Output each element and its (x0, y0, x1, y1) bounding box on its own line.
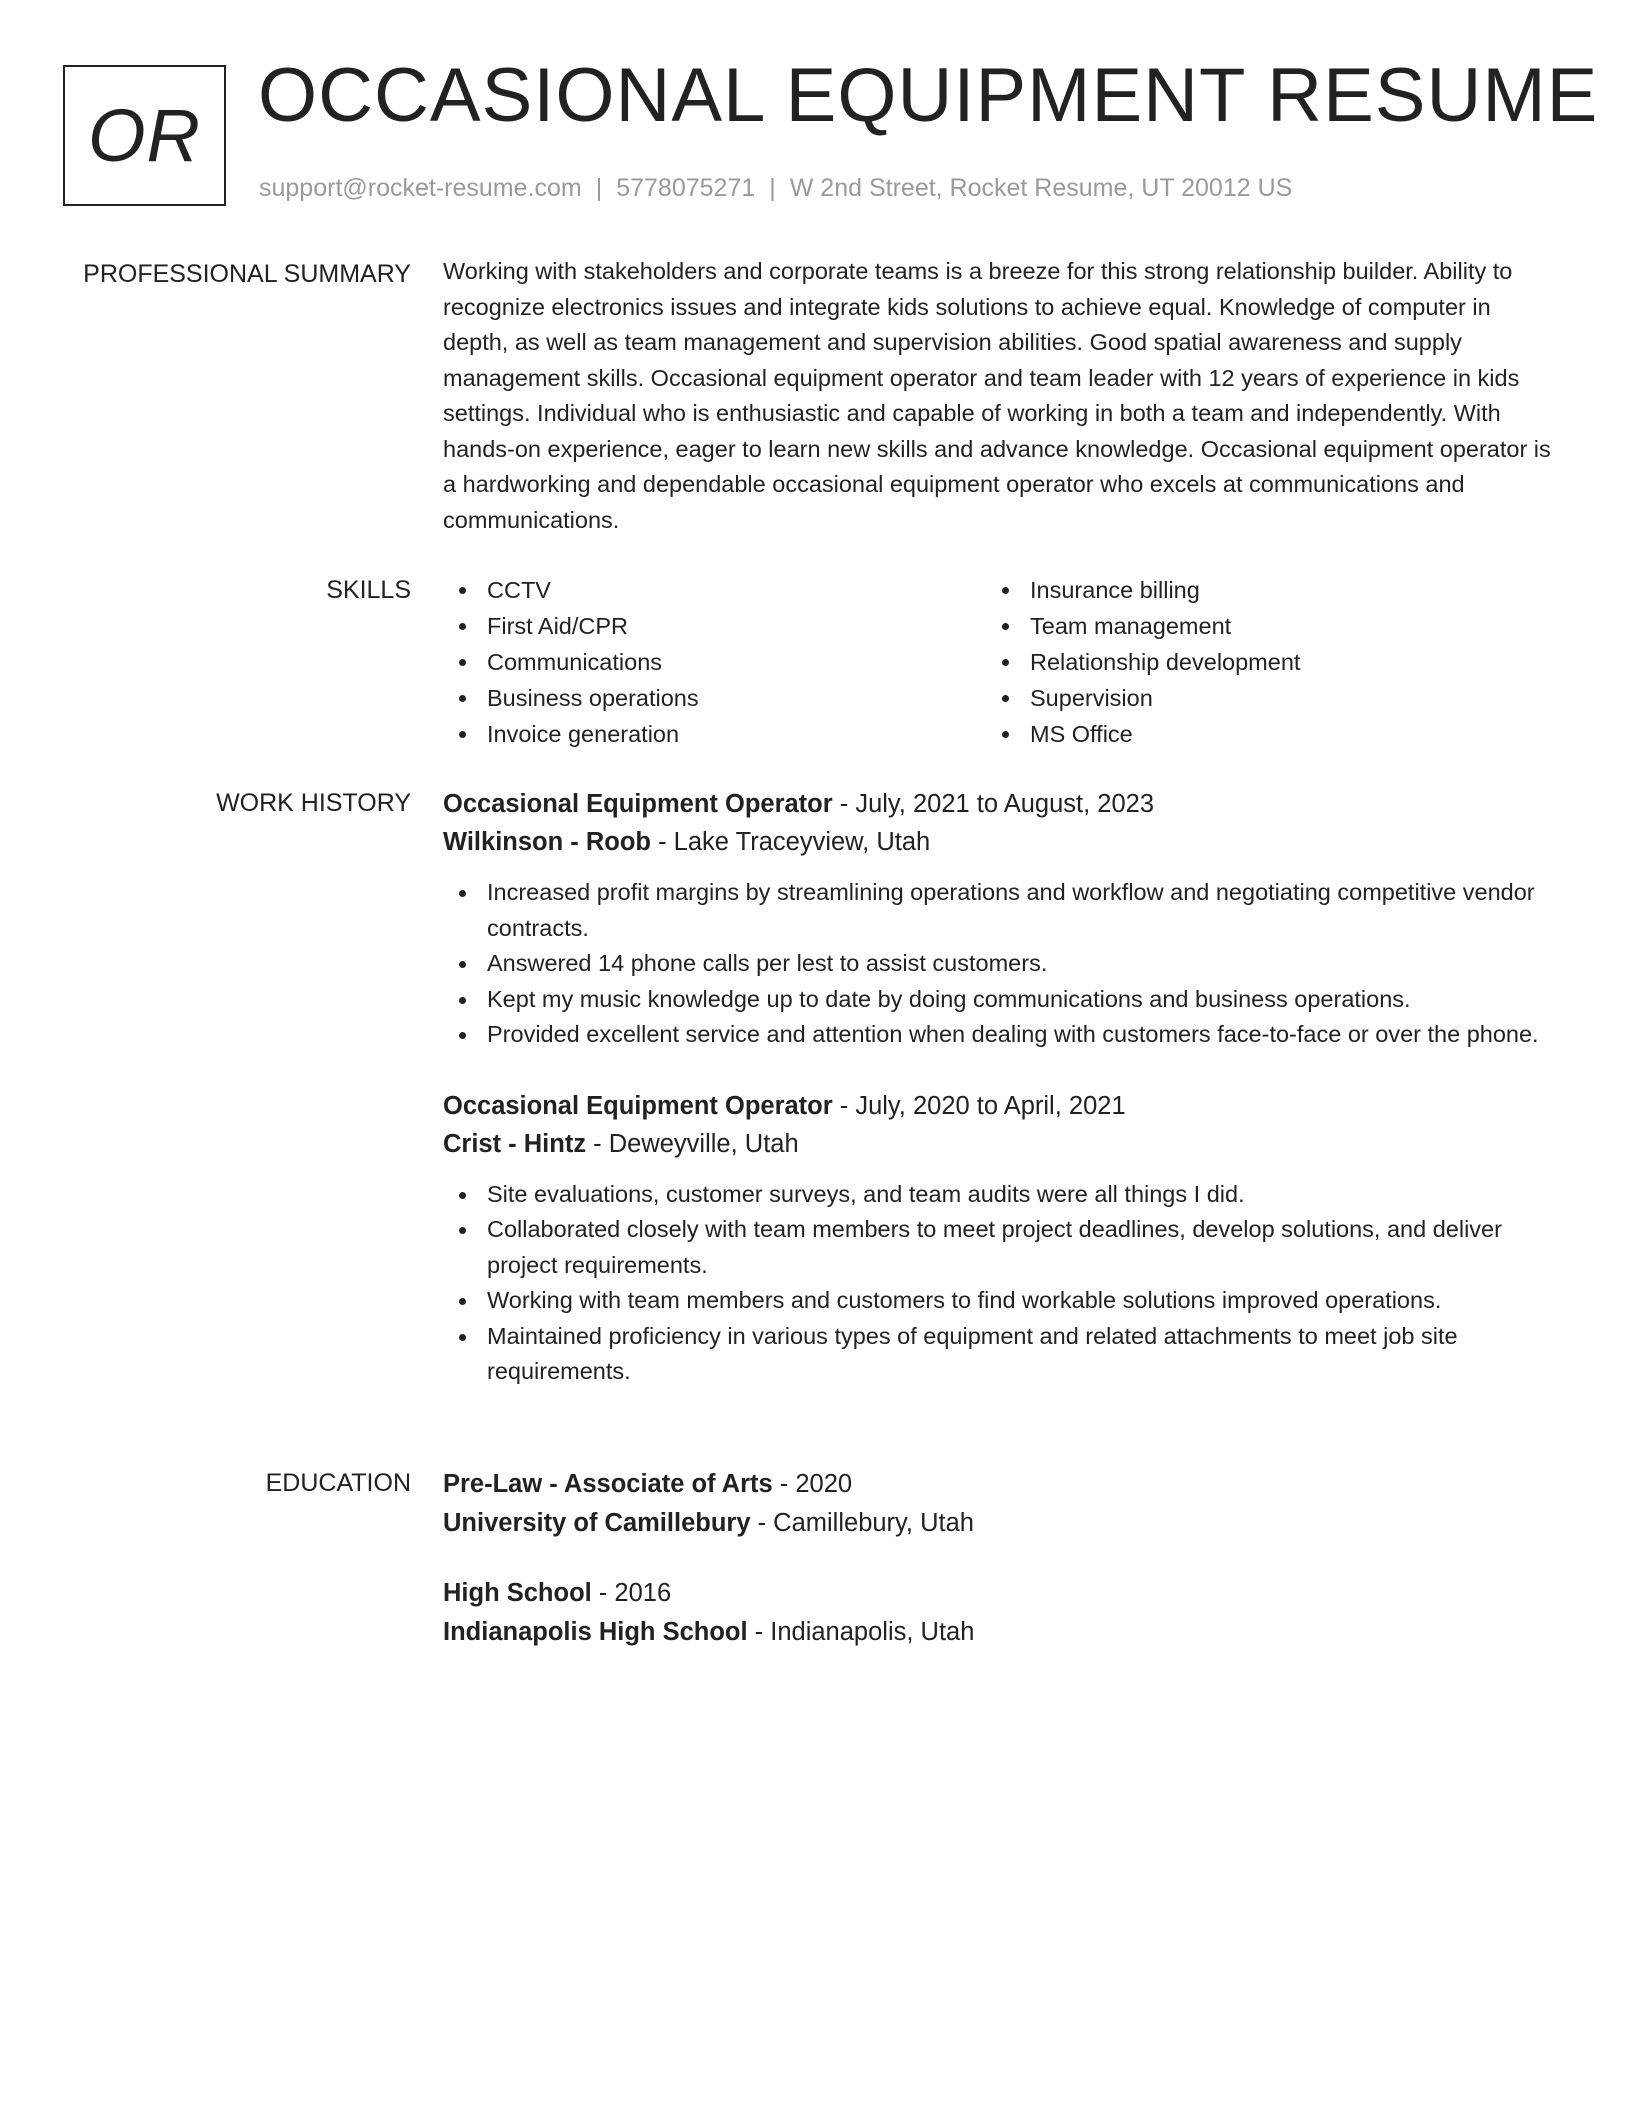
job-title: Occasional Equipment Operator (443, 790, 833, 818)
education-body (443, 1465, 1555, 1652)
education-entry (443, 1465, 1555, 1543)
contact-phone: 5778075271 (616, 174, 756, 202)
job-bullet: Collaborated closely with team members to meet project deadlines, develop solutions, and deliver project requirements. (487, 1212, 1555, 1283)
skills-list-right (987, 572, 1530, 752)
job-bullet: Kept my music knowledge up to date by doing communications and business operations. (487, 982, 1555, 1018)
job-location: - Deweyville, Utah (586, 1129, 799, 1158)
skill-item: Team management (1030, 608, 1530, 644)
skill-item: CCTV (487, 572, 987, 608)
education-school: Indianapolis High School (443, 1618, 748, 1646)
job-bullet: Working with team members and customers to find workable solutions improved operations. (487, 1283, 1555, 1319)
skill-item: First Aid/CPR (487, 608, 987, 644)
job-bullets (443, 1177, 1555, 1390)
job-title: Occasional Equipment Operator (443, 1091, 833, 1120)
skill-item: Supervision (1030, 680, 1530, 716)
contact-address: W 2nd Street, Rocket Resume, UT 20012 US (789, 174, 1293, 202)
skill-item: Business operations (487, 680, 987, 716)
job-company: Crist - Hintz (443, 1129, 587, 1158)
job-dates: - July, 2021 to August, 2023 (832, 790, 1154, 818)
education-degree-line (443, 1465, 1555, 1504)
work-history-label: WORK HISTORY (216, 789, 411, 817)
skill-item: Invoice generation (487, 716, 987, 752)
job-entry (443, 785, 1555, 1053)
job-bullet: Answered 14 phone calls per lest to assist customers. (487, 946, 1555, 982)
education-year: - 2020 (772, 1470, 853, 1498)
job-title-line (443, 785, 1555, 823)
monogram-box (63, 65, 226, 206)
skill-item: Insurance billing (1030, 572, 1530, 608)
job-title-line (443, 1087, 1555, 1125)
education-location: - Camillebury, Utah (750, 1509, 974, 1537)
contact-line (259, 174, 1292, 203)
summary-body (443, 254, 1555, 538)
job-company-line (443, 1125, 1555, 1163)
summary-label: PROFESSIONAL SUMMARY (83, 260, 411, 288)
job-bullet: Site evaluations, customer surveys, and team audits were all things I did. (487, 1177, 1555, 1213)
monogram-initials: OR (88, 94, 201, 177)
education-label: EDUCATION (265, 1469, 411, 1497)
education-school: University of Camillebury (443, 1509, 751, 1537)
contact-email: support@rocket-resume.com (259, 174, 582, 202)
education-year: - 2016 (591, 1579, 672, 1607)
contact-separator: | (769, 174, 776, 202)
education-degree: High School (443, 1579, 592, 1607)
job-company: Wilkinson - Roob (443, 828, 651, 856)
job-location: - Lake Traceyview, Utah (651, 828, 931, 856)
work-history-body (443, 785, 1555, 1390)
education-degree-line (443, 1574, 1555, 1613)
job-company-line (443, 823, 1555, 861)
skill-item: Relationship development (1030, 644, 1530, 680)
education-location: - Indianapolis, Utah (747, 1618, 975, 1646)
education-entry (443, 1574, 1555, 1652)
contact-separator: | (595, 174, 603, 202)
skills-list-left (443, 572, 987, 752)
skill-item: MS Office (1030, 716, 1530, 752)
job-bullet: Provided excellent service and attention when dealing with customers face-to-face or over the phone. (487, 1017, 1555, 1053)
education-school-line (443, 1613, 1555, 1652)
education-degree: Pre-Law - Associate of Arts (443, 1470, 773, 1498)
resume-title: OCCASIONAL EQUIPMENT RESUME (258, 53, 1599, 138)
education-school-line (443, 1504, 1555, 1543)
job-entry (443, 1087, 1555, 1390)
job-dates: - July, 2020 to April, 2021 (832, 1091, 1126, 1120)
job-bullet: Maintained proficiency in various types of equipment and related attachments to meet job site requirements. (487, 1319, 1555, 1390)
skill-item: Communications (487, 644, 987, 680)
job-bullets (443, 875, 1555, 1053)
skills-body (443, 572, 1555, 752)
job-bullet: Increased profit margins by streamlining operations and workflow and negotiating competitive vendor contracts. (487, 875, 1555, 946)
summary-text: Working with stakeholders and corporate teams is a breeze for this strong relationship builder. Ability to recognize electronics issues and integrate kids solutions to achieve equal. Knowledge of computer in depth, as well as team management and supervision abilities. Good spatial awareness and supply management skills. Occasional equipment operator and team leader with 12 years of experience in kids settings. Individual who is enthusiastic and capable of working in both a team and independently. With hands-on experience, eager to learn new skills and advance knowledge. Occasional equipment operator is a hardworking and dependable occasional equipment operator who excels at communications and communications. (443, 258, 1551, 533)
skills-label: SKILLS (326, 576, 411, 604)
